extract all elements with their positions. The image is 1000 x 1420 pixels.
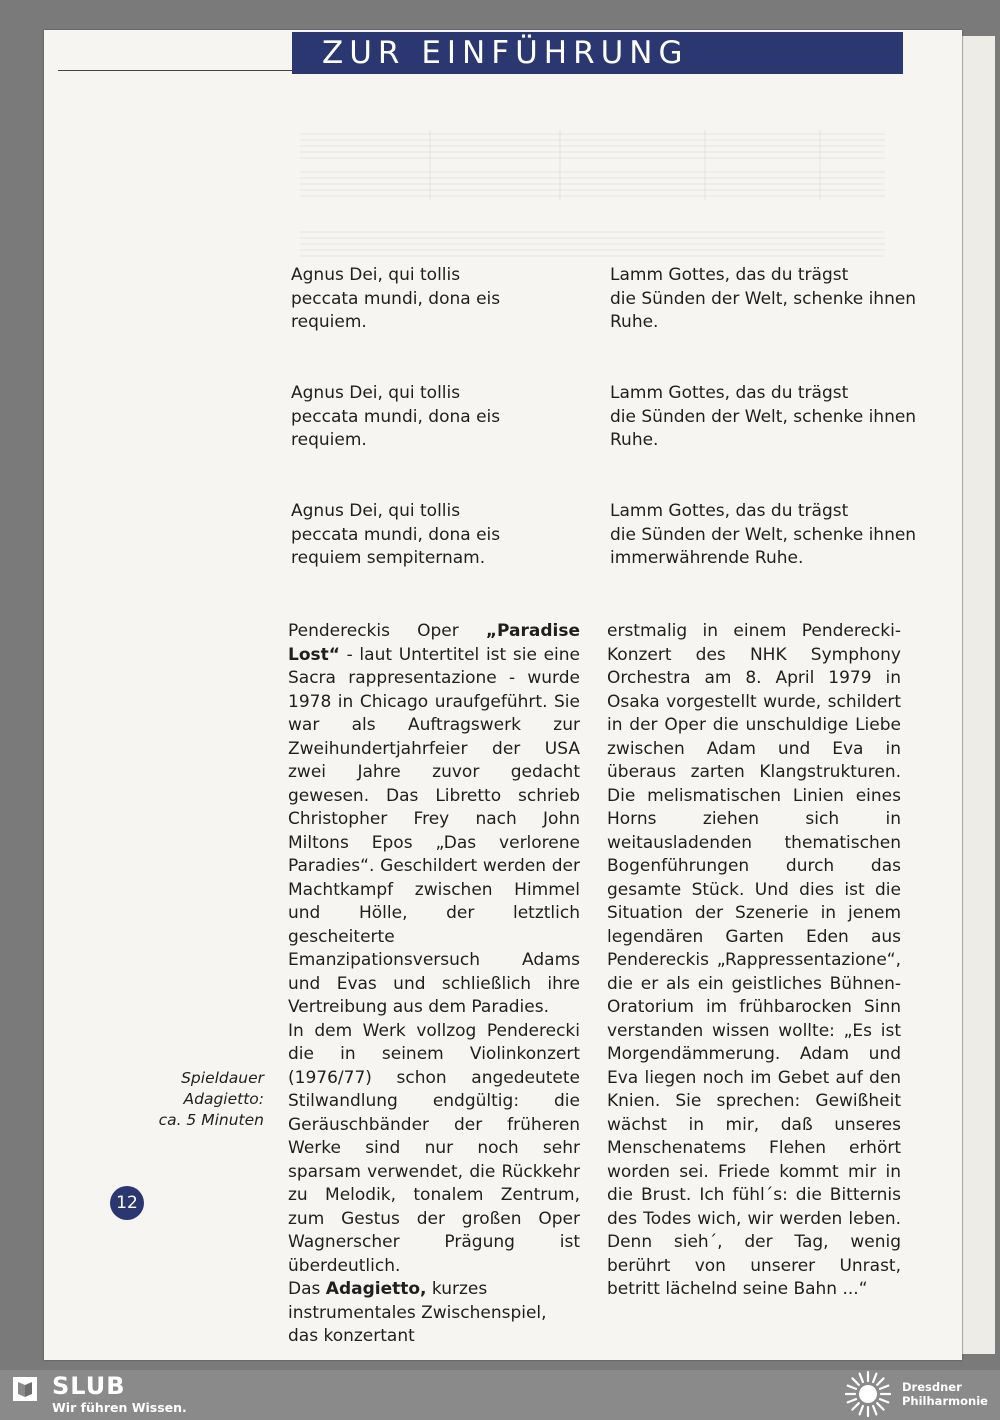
stanza-line: die Sünden der Welt, schenke ihnen [610,524,917,545]
paragraph-text: Pendereckis Oper [288,621,486,641]
stanza-line: die Sünden der Welt, schenke ihnen [610,288,917,309]
partner-name-line: Philharmonie [902,1394,988,1408]
latin-stanza-1 [291,264,500,335]
prose-right-column [607,620,901,1302]
page-title: ZUR EINFÜHRUNG [322,35,689,71]
paragraph-text: - laut Untertitel ist sie eine Sacra rappresentazione - wurde 1978 in Chicago uraufgeführt. Sie war als Auftragswerk zur Zweihundertjahrfeier der USA zwei Jahre zuvor gedacht gewesen. Das Libretto schrieb Christopher Frey nach John Miltons Epos „Das verlorene Paradies“. Geschildert werden der Machtkampf zwischen Himmel und Hölle, der letztlich gescheiterte Emanzipationsversuch Adams und Evas und schließlich ihre Vertreibung aus dem Paradies. [288,644,580,1017]
footer-bar [0,1370,1000,1418]
paragraph-text: kurzes instrumentales Zwischenspiel, das konzertant [288,1279,547,1346]
work-title-adagietto: Adagietto, [325,1279,427,1299]
prose-left-column [288,620,580,1349]
stanza-line: Lamm Gottes, das du trägst [610,501,849,521]
paragraph-adagietto [288,1278,580,1349]
stanza-line: requiem. [291,312,367,332]
header-rule [58,70,292,71]
paragraph-text: Das [288,1279,326,1299]
stanza-line: Lamm Gottes, das du trägst [610,383,849,403]
stanza-line: Agnus Dei, qui tollis [291,265,461,285]
show-through-score [300,120,885,270]
paragraph-adagietto-continued: erstmalig in einem Penderecki-Konzert des NHK Symphony Orchestra am 8. April 1979 in Osaka vorgestellt wurde, schildert in der Oper die unschuldige Liebe zwischen Adam und Eva in überaus zarten Klangstrukturen. Die melismatischen Linien eines Horns ziehen sich in weitausladenden thematischen Bogenführungen durch das gesamte Stück. Und dies ist die Situation der Szenerie in jenem legendären Garten Eden aus Pendereckis „Rappressentazione“, die er als ein geistliches Bühnen-Oratorium im frühbarocken Sinn verstanden wissen wollte: „Es ist Morgendämmerung. Adam und Eva liegen noch im Gebet auf den Knien. Sie sprechen: Gewißheit wächst in mir, daß unseres Menschenatems Flehen erhört worden sei. Friede kommt mir in die Brust. Ich fühl´s: die Bitternis des Todes wich, wir werden leben. Denn sieh´, der Tag, wenig berührt von unserer Unrast, betritt lächelnd seine Bahn ...“ [607,621,901,1299]
dresdner-philharmonie-sun-icon [842,1368,894,1420]
slub-book-icon [12,1376,38,1402]
sidebar-line: Adagietto: [183,1090,264,1108]
paragraph-paradise-lost [288,620,580,1020]
work-title-paradise-lost: „Paradise Lost“ [288,621,580,665]
sidebar-line: ca. 5 Minuten [158,1111,264,1129]
latin-stanza-3 [291,500,500,571]
german-stanza-3 [610,500,916,571]
next-page-edge [962,36,995,1354]
sidebar-line: Spieldauer [181,1069,264,1087]
stanza-line: immerwährende Ruhe. [610,548,804,568]
slub-logo-text: SLUB [52,1372,126,1400]
show-through-note-1 [130,384,262,403]
page-number: 12 [110,1186,144,1220]
stanza-line: requiem. [291,430,367,450]
stanza-line: peccata mundi, dona eis [291,524,501,545]
stanza-line: Ruhe. [610,430,659,450]
stanza-line: peccata mundi, dona eis [291,406,501,427]
german-stanza-1 [610,264,916,335]
stanza-line: die Sünden der Welt, schenke ihnen [610,406,917,427]
german-stanza-2 [610,382,916,453]
stanza-line: Ruhe. [610,312,659,332]
stanza-line: Agnus Dei, qui tollis [291,501,461,521]
sidebar-duration-note [130,1068,264,1131]
partner-name-line: Dresdner [902,1380,962,1394]
dresdner-philharmonie-logo-text [902,1380,988,1408]
latin-stanza-2 [291,382,500,453]
stanza-line: requiem sempiternam. [291,548,486,568]
stanza-line: peccata mundi, dona eis [291,288,501,309]
paragraph-stilwandlung: In dem Werk vollzog Penderecki die in seinem Violinkonzert (1976/77) schon angedeutete Stilwandlung endgültig: die Geräuschbänder der früheren Werke sind nur noch sehr sparsam verwendet, die Rückkehr zu Melodik, tonalem Zentrum, zum Gestus der großen Oper Wagnerscher Prägung ist überdeutlich. [288,1020,580,1276]
stanza-line: Agnus Dei, qui tollis [291,383,461,403]
slub-tagline: Wir führen Wissen. [52,1400,187,1415]
stanza-line: Lamm Gottes, das du trägst [610,265,849,285]
header-band [292,32,903,74]
